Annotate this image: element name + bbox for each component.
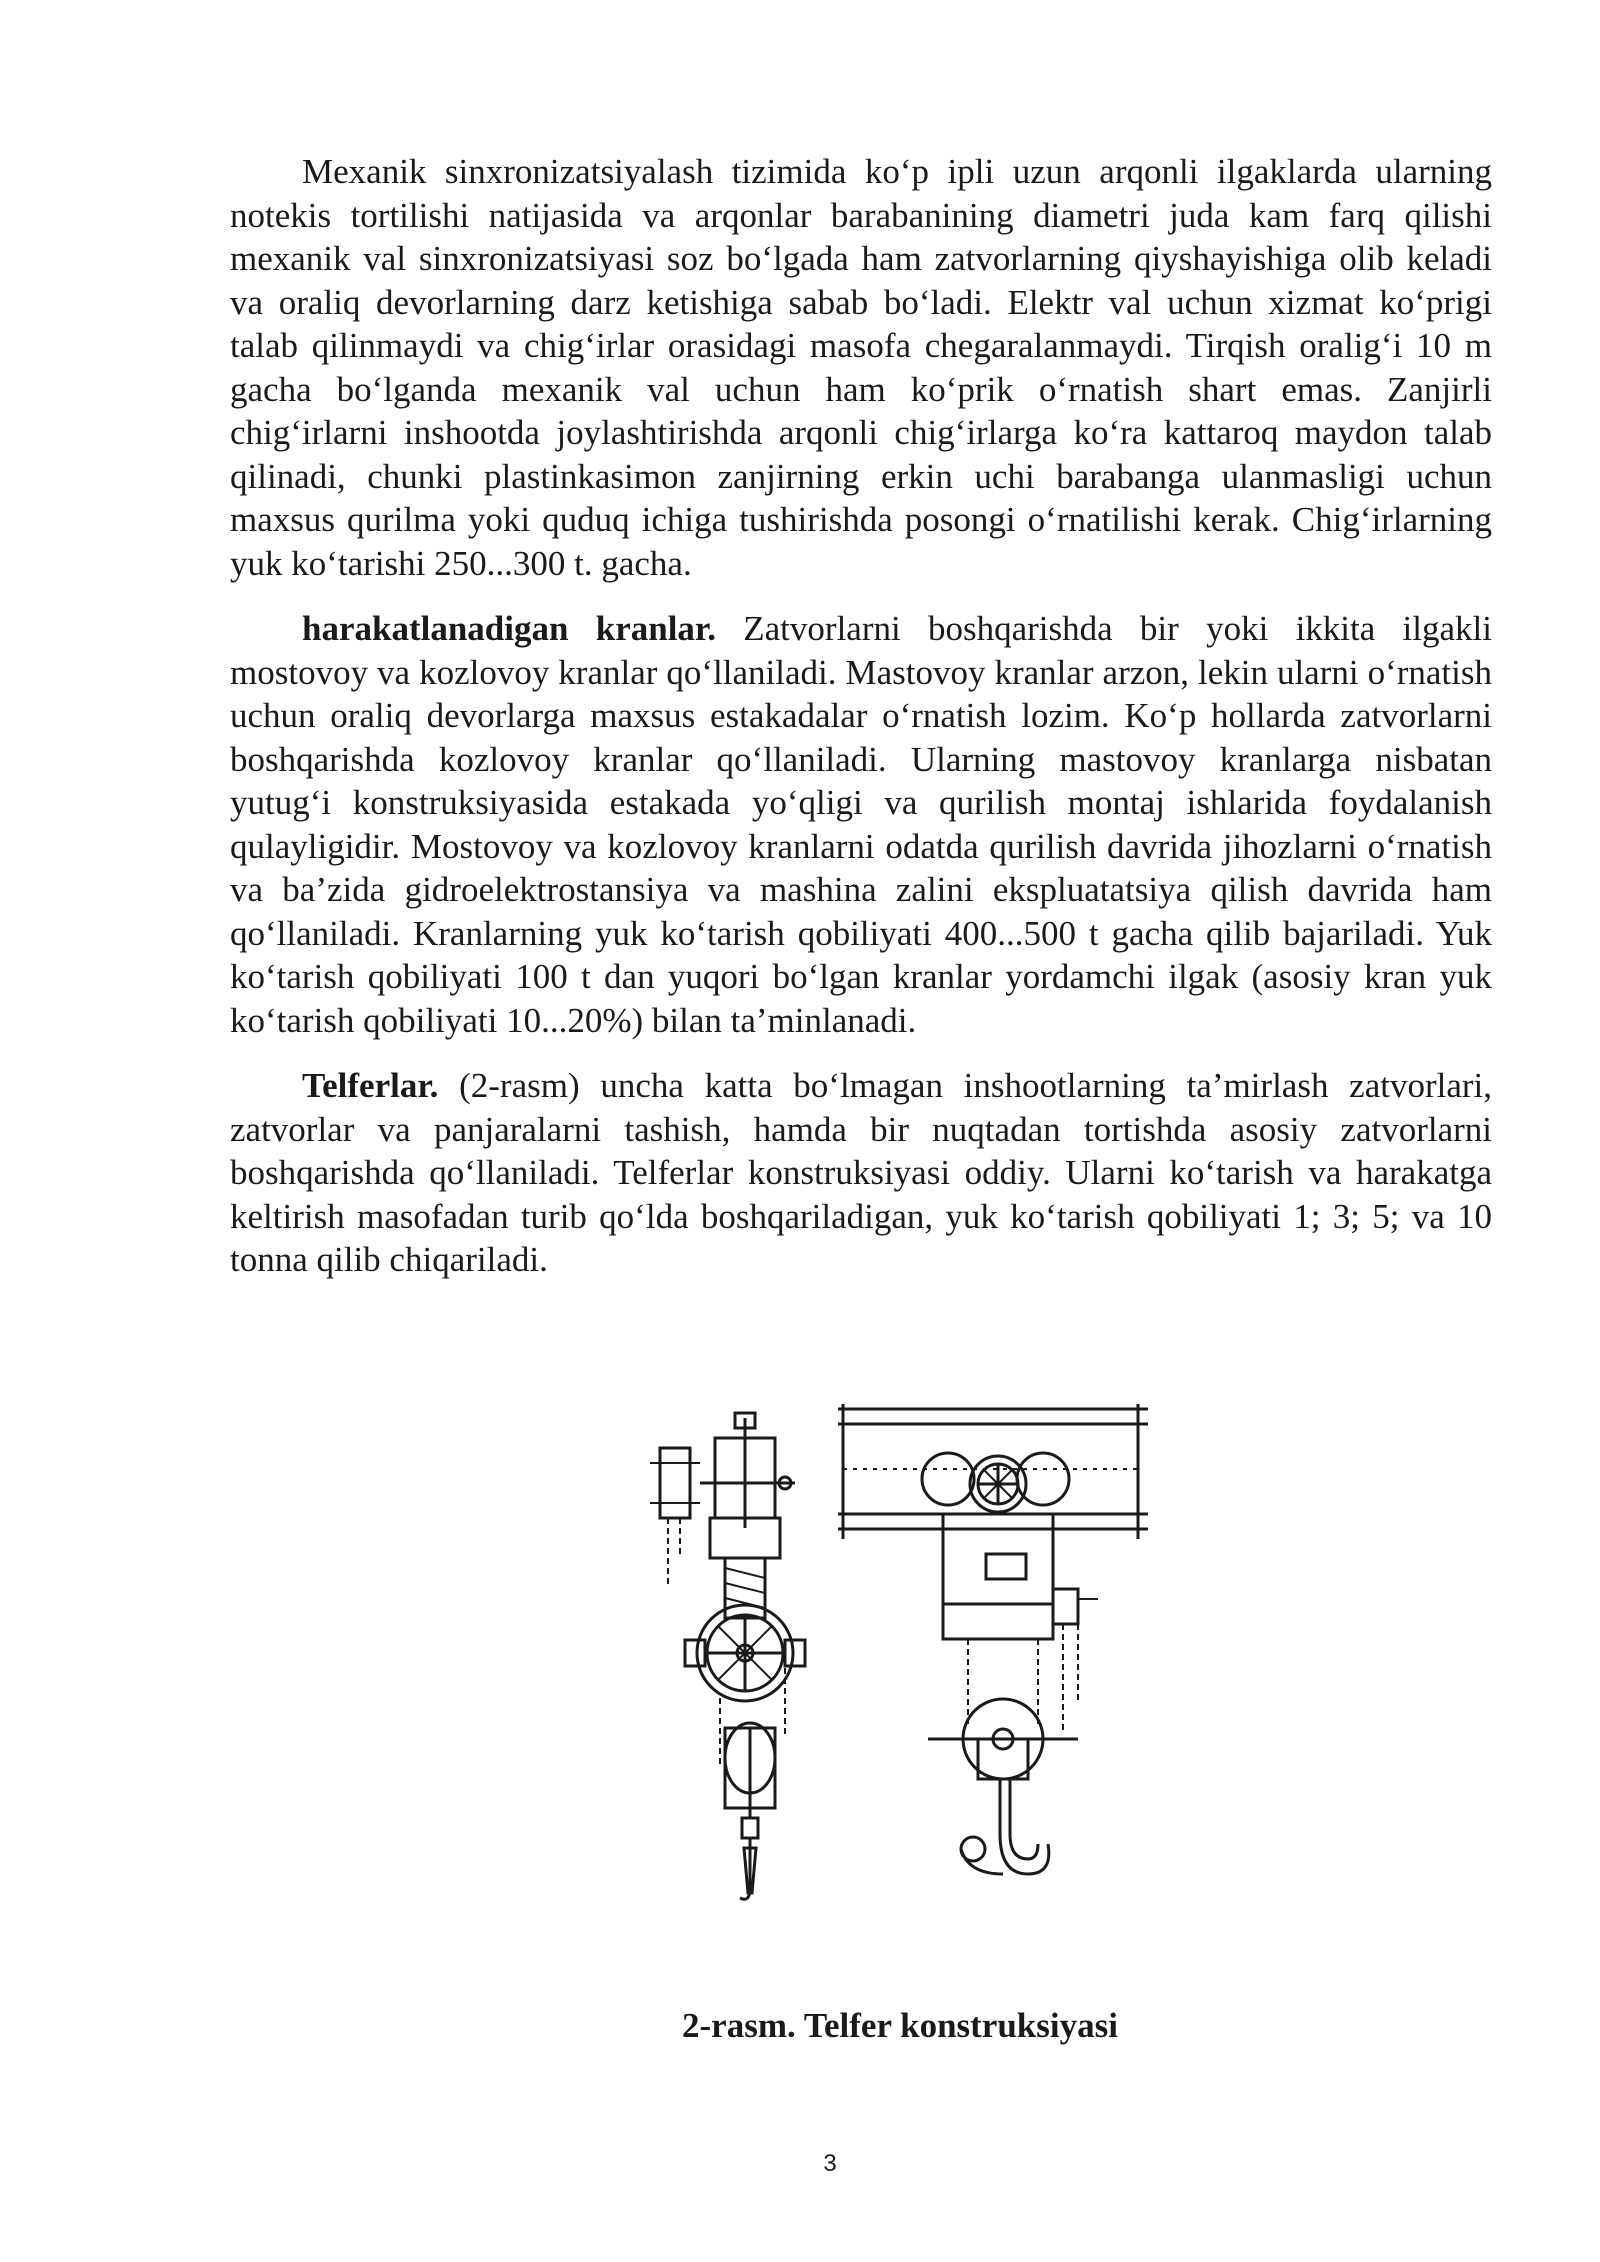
paragraph-cranes [230, 607, 1492, 1042]
chain-hoist-side-view-icon [640, 1408, 840, 1908]
page-number: 3 [823, 2150, 837, 2177]
document-body [230, 150, 1492, 1304]
chain-hoist-front-view-icon [838, 1404, 1158, 1904]
paragraph-cranes-text: Zatvorlarni boshqarishda bir yoki ikkita ilgakli mostovoy va kozlovoy kranlar qo‘llaniladi. Mastovoy kranlar arzon, lekin ularni o‘rnatish uchun oraliq devorlarga maxsus estakadalar o‘rnatish lozim. Ko‘p hollarda zatvorlarni boshqarishda kozlovoy kranlar qo‘llaniladi. Ularning mastovoy kranlarga nisbatan yutug‘i konstruksiyasida estakada yo‘qligi va qurilish montaj ishlarida foydalanish qulayligidir. Mostovoy va kozlovoy kranlarni odatda qurilish davrida jihozlarni o‘rnatish va ba’zida gidroelektrostansiya va mashina zalini ekspluatatsiya qilish davrida ham qo‘llaniladi. Kranlarning yuk ko‘tarish qobiliyati 400...500 t gacha qilib bajariladi. Yuk ko‘tarish qobiliyati 100 t dan yuqori bo‘lgan kranlar yordamchi ilgak (asosiy kran yuk ko‘tarish qobiliyati 10...20%) bilan ta’minlanadi. [230, 609, 1492, 1040]
figure-caption: 2-rasm. Telfer konstruksiyasi [682, 2006, 1118, 2045]
heading-telfers: Telferlar. [302, 1066, 439, 1105]
paragraph-mechanical-sync: Mexanik sinxronizatsiyalash tizimida ko‘p ipli uzun arqonli ilgaklarda ularning notekis tortilishi natijasida va arqonlar barabanining diametri juda kam farq qilishi mexanik val sinxronizatsiyasi soz bo‘lgada ham zatvorlarning qiyshayishiga olib keladi va oraliq devorlarning darz ketishiga sabab bo‘ladi. Elektr val uchun xizmat ko‘prigi talab qilinmaydi va chig‘irlar orasidagi masofa chegaralanmaydi. Tirqish oralig‘i 10 m gacha bo‘lganda mexanik val uchun ham ko‘prik o‘rnatish shart emas. Zanjirli chig‘irlarni inshootda joylashtirishda arqonli chig‘irlarga ko‘ra kattaroq maydon talab qilinadi, chunki plastinkasimon zanjirning erkin uchi barabanga ulanmasligi uchun maxsus qurilma yoki quduq ichiga tushirishda posongi o‘rnatilishi kerak. Chig‘irlarning yuk ko‘tarishi 250...300 t. gacha. [230, 152, 1492, 583]
paragraph-telfers [230, 1064, 1492, 1282]
paragraph-telfers-text: (2-rasm) uncha katta bo‘lmagan inshootlarning ta’mirlash zatvorlari, zatvorlar va panjaralarni tashish, hamda bir nuqtadan tortishda asosiy zatvorlarni boshqarishda qo‘llaniladi. Telferlar konstruksiyasi oddiy. Ularni ko‘tarish va harakatga keltirish masofadan turib qo‘lda boshqariladigan, yuk ko‘tarish qobiliyati 1; 3; 5; va 10 tonna qilib chiqariladi. [230, 1066, 1492, 1279]
heading-cranes: harakatlanadigan kranlar. [302, 609, 716, 648]
